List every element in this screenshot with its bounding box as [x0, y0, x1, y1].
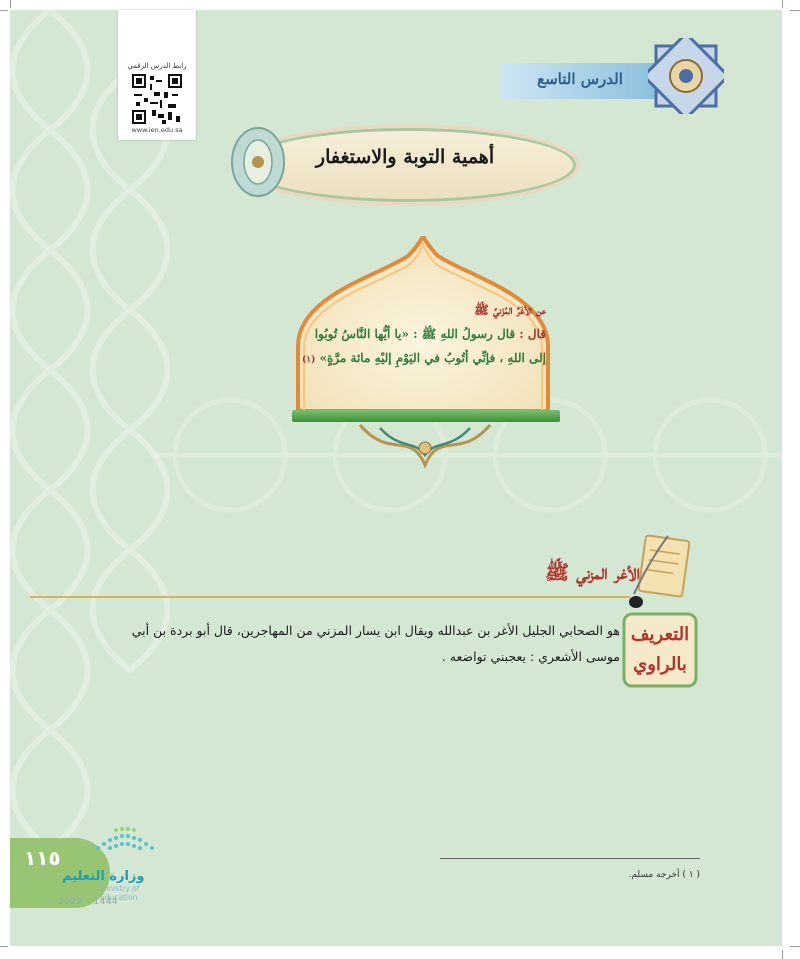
footnote-divider [440, 858, 700, 859]
narrator-heading: الأغر المزني ﷺ [545, 560, 640, 584]
side-label-line-2: بالراوي [633, 654, 687, 675]
footnote-ref[interactable]: (١) [301, 355, 316, 365]
qr-code-card[interactable] [118, 10, 196, 140]
qr-label: رابط الدرس الرقمي [127, 62, 187, 70]
ministry-name-arabic: وزارة التعليم [62, 869, 145, 884]
crop-mark [790, 10, 800, 11]
hadith-quote-start: قال رسولُ اللهِ ﷺ : «يا أيُّها النَّاسُ تُوبُوا [314, 327, 516, 341]
lesson-title: أهمية التوبة والاستغفار [315, 146, 495, 168]
lesson-number: الدرس التاسع [537, 70, 623, 88]
page-number: ١١٥ [24, 846, 61, 870]
ministry-logo-icon [92, 826, 162, 856]
hadith-text [300, 298, 546, 372]
arabesque-ornament-icon [350, 420, 500, 470]
crop-mark [782, 0, 783, 8]
crop-mark [0, 10, 8, 11]
hadith-line-2 [300, 346, 546, 372]
hadith-line-1 [300, 322, 546, 346]
crop-mark [782, 950, 783, 959]
side-label-line-1: التعريف [630, 624, 690, 645]
ministry-name-english: Ministry of Education [100, 884, 140, 902]
qr-code-icon[interactable] [132, 74, 182, 124]
crop-mark [0, 946, 8, 947]
footnote-text: ( ١ ) أخرجه مسلم. [628, 870, 700, 880]
hadith-quote-end: إلى اللهِ ، فإنِّي أتُوبُ في اليَوْمِ إليْهِ مائة مرَّةٍ» [319, 351, 546, 365]
crop-mark [10, 0, 11, 8]
hadith-narrator: عن الأغَرِّ المُزَنيِّ ﷺ [474, 303, 546, 317]
section-divider [30, 596, 630, 598]
crop-mark [790, 946, 800, 947]
hadith-intro: قال : [519, 327, 546, 341]
qr-url[interactable]: www.ien.edu.sa [131, 126, 183, 134]
edition-year: 2022 - 1444 [58, 897, 119, 907]
narrator-biography: هو الصحابي الجليل الأغر بن عبدالله ويقال ابن يسار المزني من المهاجرين، قال أبو بردة بن أبي موسى الأشعري : يعجبني تواضعه . [131, 623, 620, 664]
star-ornament-icon [648, 38, 724, 114]
